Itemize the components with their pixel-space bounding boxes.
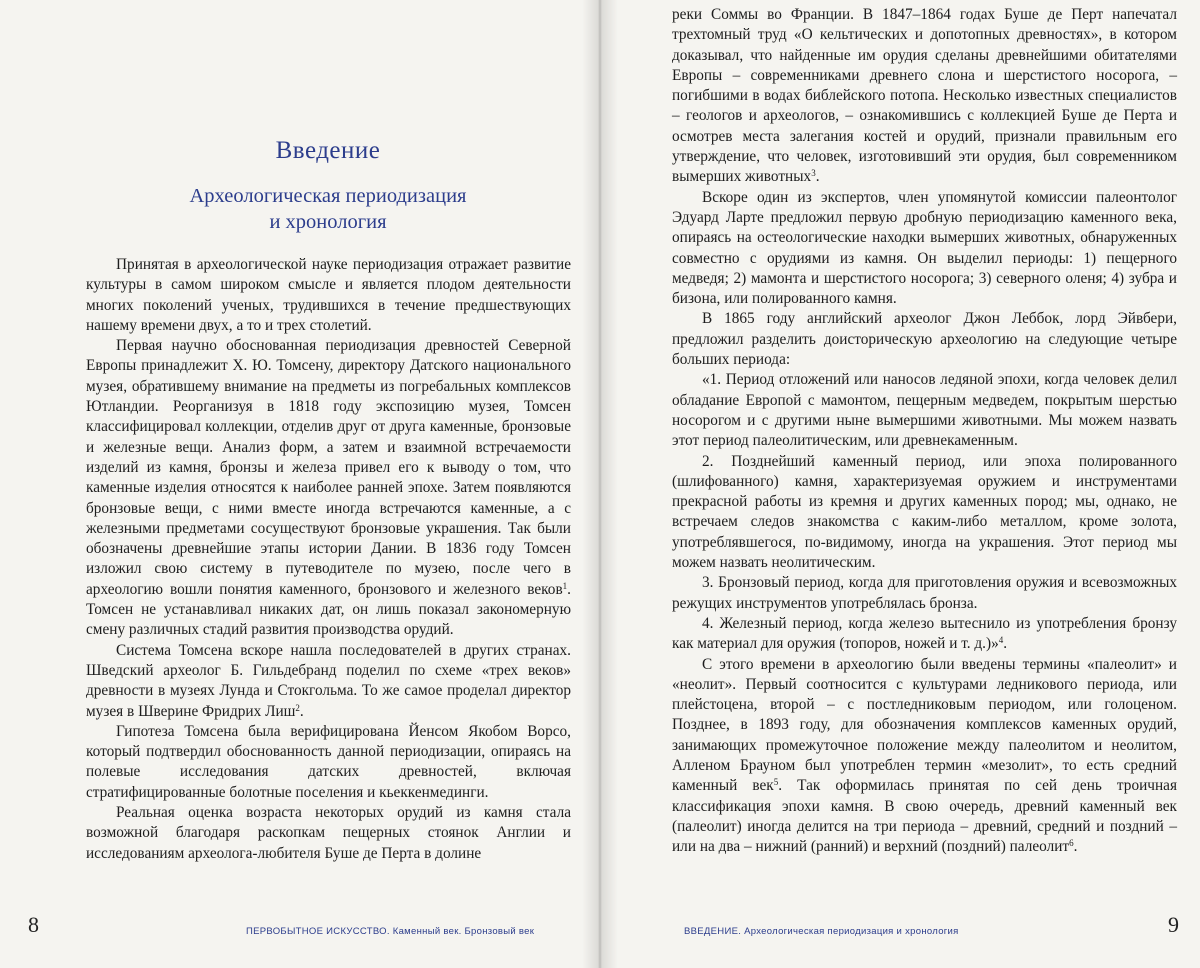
- paragraph: 3. Бронзовый период, когда для приготовления оружия и всевозможных режущих инструментов употреблялась бронза.: [672, 574, 1177, 612]
- paragraph: «1. Период отложений или наносов ледяной эпохи, когда человек делил обладание Европой с мамонтом, пещерным медведем, покрытым шерстью носорогом и с другими ныне вымершими животными. Мы можем назвать этот период палеолитическим, или древнекаменным.: [672, 371, 1177, 450]
- paragraph-text: .: [1073, 838, 1078, 856]
- paragraph-text: Система Томсена вскоре нашла последователей в других странах. Шведский археолог Б. Гильдебранд поделил по схеме «трех веков» древности в музеях Лунда и Стокгольма. То же самое проделал директор музея в Шверине Фридрих Лиш: [86, 641, 571, 720]
- paragraph: [672, 614, 1177, 655]
- footnote-marker: 1: [562, 580, 568, 591]
- paragraph: Реальная оценка возраста некоторых орудий из камня стала возможной благодаря раскопкам пещерных стоянок Англии и исследованиям археолога-любителя Буше де Перта в долине: [86, 804, 571, 862]
- section-title-line-2: и хронология: [269, 211, 387, 233]
- section-title-line-1: Археологическая периодизация: [189, 185, 467, 207]
- running-head-caps: ПЕРВОБЫТНОЕ ИСКУССТВО.: [246, 926, 390, 937]
- paragraph-text: .: [1003, 635, 1008, 653]
- paragraph: Вскоре один из экспертов, член упомянутой комиссии палеонтолог Эдуард Ларте предложил первую дробную периодизацию каменного века, опираясь на остеологические находки вымерших животных, обнаруженных совместно с орудиями из камня. Он выделил периоды: 1) пещерного медведя; 2) мамонта и шерстистого носорога; 3) северного оленя; 4) зубра и бизона, или полированного камня.: [672, 188, 1177, 308]
- running-head-caps: ВВЕДЕНИЕ.: [684, 926, 742, 937]
- paragraph: [672, 5, 1177, 188]
- paragraph-text: Первая научно обоснованная периодизация древностей Северной Европы принадлежит Х. Ю. Томсену, директору Датского национального музея, обратившему внимание на предметы из погребальных комплексов Ютландии. Реорганизуя в 1818 году экспозицию музея, Томсен классифицировал коллекции, отделив друг от друга каменные, бронзовые и железные вещи. Анализ форм, а затем и взаимной встречаемости изделий из камня, бронзы и железа привел его к выводу о том, что каменные изделия относятся к наиболее ранней эпохе. Затем появляются бронзовые вещи, с ними вместе иногда встречаются каменные, а с железными предметами сосуществуют бронзовые украшения. Так были обозначены древнейшие этапы истории Дании. В 1836 году Томсен изложил свою систему в путеводителе по музею, после чего в археологию вошли понятия каменного, бронзового и железного веков: [86, 337, 571, 598]
- paragraph-text: . Так оформилась принятая по сей день троичная классификация эпохи камня. В свою очередь, древний каменный век (палеолит) иногда делится на три периода – древний, средний и поздний – или на два – нижний (ранний) и верхний (поздний) палеолит: [672, 777, 1177, 856]
- footnote-marker: 6: [1069, 838, 1074, 849]
- left-page-body: [86, 255, 571, 864]
- right-page-body: [672, 5, 1177, 857]
- running-head: [684, 926, 959, 937]
- chapter-title: Введение: [275, 137, 381, 164]
- footnote-marker: 2: [295, 702, 300, 713]
- running-head: [246, 926, 534, 937]
- page-number: 9: [1168, 912, 1179, 937]
- paragraph: [86, 641, 571, 722]
- right-page: [602, 0, 1200, 968]
- paragraph-text: .: [815, 168, 820, 186]
- paragraph: Принятая в археологической науке периодизация отражает развитие культуры в самом широком смысле и является плодом деятельности многих поколений ученых, трудившихся в течение предшествующих нашему времени двух, а то и трех столетий.: [86, 256, 571, 334]
- book-gutter-shadow: [582, 0, 618, 968]
- paragraph-text: .: [299, 702, 304, 720]
- footnote-marker: 4: [998, 635, 1004, 646]
- footnote-marker: 5: [773, 777, 779, 788]
- paragraph: Гипотеза Томсена была верифицирована Йенсом Якобом Ворсо, который подтвердил обоснованность данной периодизации, опираясь на полевые исследования датских древностей, включая стратифицированные болотные поселения и кьеккенмединги.: [86, 722, 571, 801]
- running-head-text: Археологическая периодизация и хронология: [744, 926, 959, 937]
- section-title: [0, 183, 598, 235]
- left-page: [0, 0, 598, 968]
- paragraph: [86, 336, 571, 640]
- paragraph: 2. Позднейший каменный период, или эпоха полированного (шлифованного) камня, характеризуемая оружием и инструментами прекрасной работы из кремня и других каменных пород; мы, однако, не встречаем следов знакомства с каким-либо металлом, кроме золота, употреблявшегося, по-видимому, иногда на украшения. Этот период мы можем назвать неолитическим.: [672, 452, 1177, 572]
- running-head-text: Каменный век. Бронзовый век: [392, 926, 535, 937]
- footnote-marker: 3: [811, 168, 816, 179]
- paragraph: [672, 655, 1177, 858]
- page-number: 8: [28, 912, 39, 937]
- paragraph-text: . Томсен не устанавливал никаких дат, он лишь показал закономерную смену различных стадий развития производства орудий.: [86, 580, 571, 639]
- paragraph-text: реки Соммы во Франции. В 1847–1864 годах Буше де Перт напечатал трехтомный труд «О кельтических и допотопных древностях», в котором доказывал, что найденные им орудия сделаны древнейшими обитателями Европы – современниками древнего слона и шерстистого носорога, – погибшими в водах библейского потопа. Несколько известных специалистов – геологов и археологов, – ознакомившись с коллекцией Буше де Перта и осмотрев места залегания костей и орудий, признали правильным его утверждение, что человек, изготовивший эти орудия, был современником вымерших животных: [672, 6, 1177, 186]
- paragraph: В 1865 году английский археолог Джон Леббок, лорд Эйвбери, предложил разделить доисторическую археологию на следующие четыре больших периода:: [672, 310, 1177, 369]
- paragraph-text: 4. Железный период, когда железо вытеснило из употребления бронзу как материал для оружия (топоров, ножей и т. д.)»: [672, 614, 1177, 653]
- paragraph-text: С этого времени в археологию были введены термины «палеолит» и «неолит». Первый соотносится с культурами ледникового периода, или плейстоцена, второй – с постледниковым периодом, или голоценом. Позднее, в 1893 году, для обозначения комплексов каменных орудий, занимающих промежуточное положение между палеолитом и неолитом, Алленом Брауном был употреблен термин «мезолит», то есть средний каменный век: [672, 655, 1177, 795]
